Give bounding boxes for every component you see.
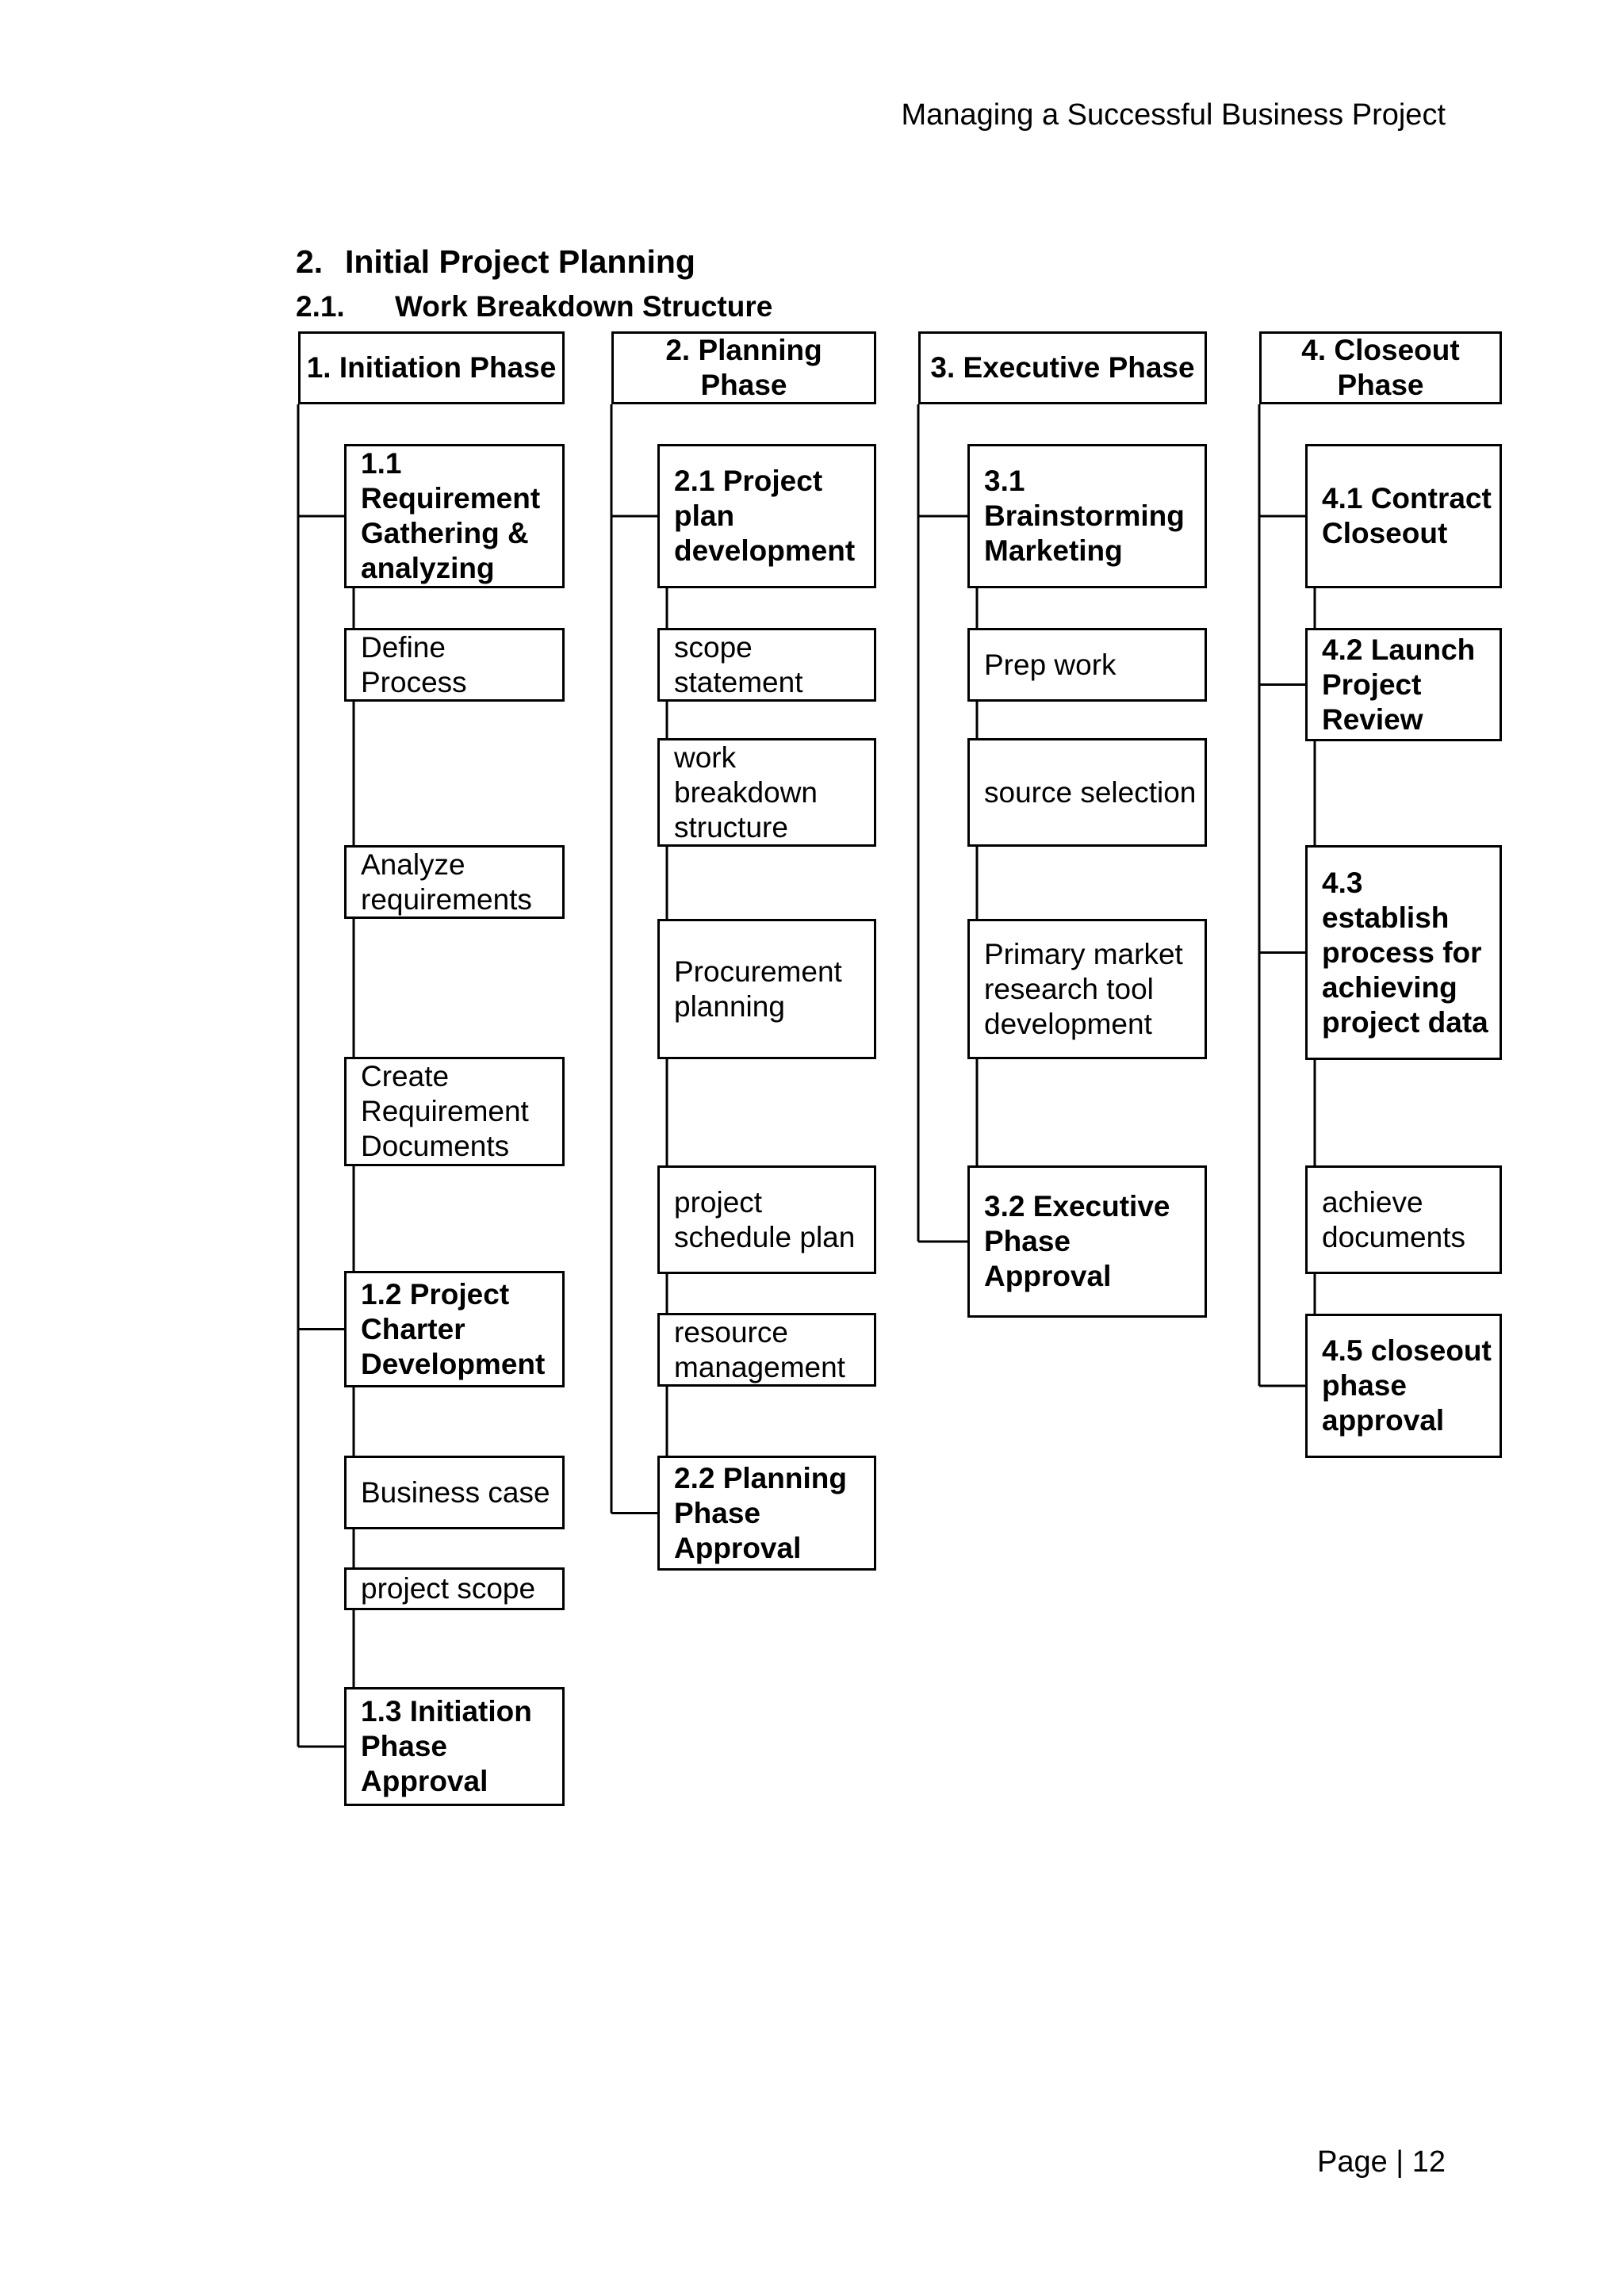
wbs-task-box: achieve documents <box>1305 1165 1502 1274</box>
wbs-deliverable-box: 3.1 Brainstorming Marketing <box>967 444 1207 588</box>
phase-header: 3. Executive Phase <box>918 331 1207 404</box>
page-number: Page | 12 <box>1316 2145 1446 2179</box>
wbs-task-box: Analyze requirements <box>344 845 565 919</box>
wbs-deliverable-box: 1.1 Requirement Gathering & analyzing <box>344 444 565 588</box>
wbs-task-box: Create Requirement Documents <box>344 1057 565 1166</box>
wbs-task-box: Primary market research tool development <box>967 919 1207 1059</box>
wbs-deliverable-box: 2.1 Project plan development <box>657 444 876 588</box>
wbs-deliverable-box: 4.2 Launch Project Review <box>1305 628 1502 741</box>
wbs-deliverable-box: 4.3 establish process for achieving project data <box>1305 845 1502 1060</box>
section-number: 2. <box>296 243 324 280</box>
wbs-task-box: project schedule plan <box>657 1165 876 1274</box>
subsection-title: Work Breakdown Structure <box>395 290 773 323</box>
wbs-deliverable-box: 4.5 closeout phase approval <box>1305 1314 1502 1458</box>
wbs-task-box: project scope <box>344 1567 565 1610</box>
wbs-task-box: Business case <box>344 1456 565 1529</box>
wbs-task-box: resource management <box>657 1313 876 1387</box>
wbs-deliverable-box: 3.2 Executive Phase Approval <box>967 1165 1207 1318</box>
phase-header: 2. Planning Phase <box>611 331 876 404</box>
running-header: Managing a Successful Business Project <box>901 98 1446 132</box>
wbs-task-box: source selection <box>967 738 1207 847</box>
phase-header: 4. Closeout Phase <box>1259 331 1502 404</box>
wbs-task-box: Procurement planning <box>657 919 876 1059</box>
wbs-task-box: Define Process <box>344 628 565 702</box>
wbs-deliverable-box: 1.2 Project Charter Development <box>344 1271 565 1387</box>
wbs-deliverable-box: 2.2 Planning Phase Approval <box>657 1456 876 1571</box>
section-title: Initial Project Planning <box>345 243 695 280</box>
wbs-deliverable-box: 1.3 Initiation Phase Approval <box>344 1687 565 1806</box>
subsection-number: 2.1. <box>296 290 345 323</box>
wbs-task-box: work breakdown structure <box>657 738 876 847</box>
wbs-deliverable-box: 4.1 Contract Closeout <box>1305 444 1502 588</box>
phase-header: 1. Initiation Phase <box>298 331 565 404</box>
wbs-task-box: Prep work <box>967 628 1207 702</box>
wbs-task-box: scope statement <box>657 628 876 702</box>
